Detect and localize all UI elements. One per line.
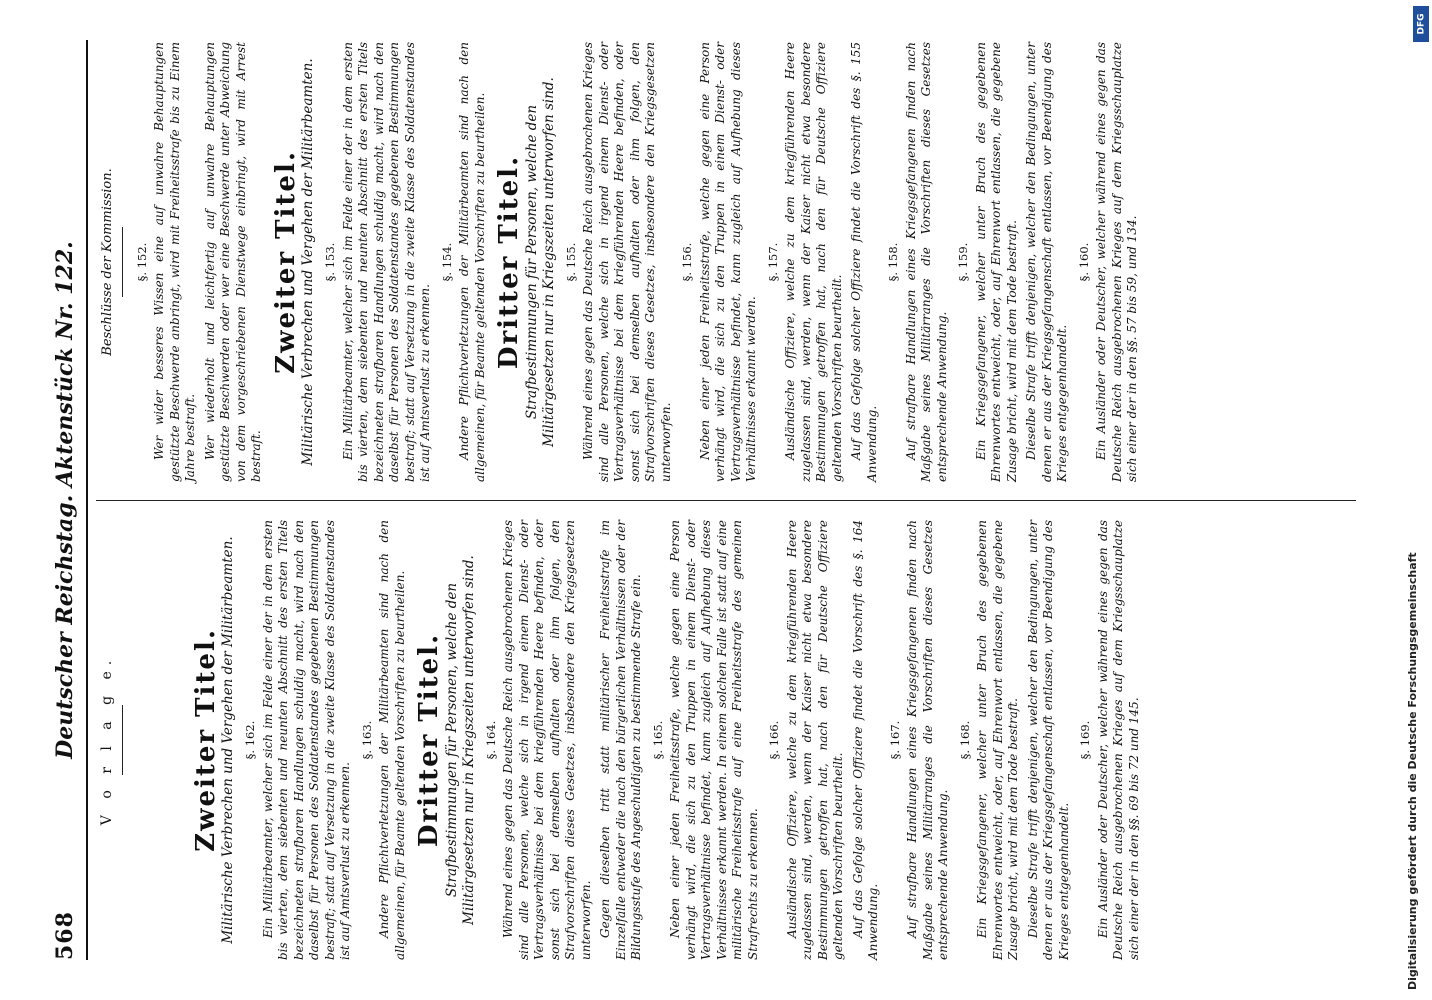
paragraph-number: §. 158.: [886, 242, 900, 282]
column-vorlage: [98, 520, 1356, 960]
paragraph-text: Ein Militärbeamter, welcher sich im Felde einer der in dem ersten bis vierten, dem siebenten und neunten Abschnitt des ersten Titels bezeichneten strafbaren Handlungen schuldig macht, wird nach den daselbst für Personen des Soldatenstandes gegebenen Bestimmungen bestraft; statt auf Versetzung in die zweite Klasse des Soldatenstandes ist auf Amtsverlust zu erkennen.: [260, 520, 352, 960]
section-subtitle: Militärische Verbrechen und Vergehen der Militärbeamten.: [220, 536, 236, 944]
paragraph-number: §. 157.: [765, 242, 780, 282]
section-title: Zweiter Titel.: [190, 628, 221, 852]
section-subtitle: Strafbestimmungen für Personen, welche den Militärgesetzen nur in Kriegszeiten unterworfen sind.: [523, 77, 557, 447]
paragraph-number: §. 164.: [483, 720, 498, 760]
paragraph-text: Ein Kriegsgefangener, welcher unter Bruch des gegebenen Ehrenwortes entweicht, oder, auf Ehrenwort entlassen, die gegebene Zusage bricht, wird mit dem Tode bestraft.: [975, 520, 1020, 960]
document-page: [46, 40, 1376, 960]
paragraph-number: §. 166.: [767, 720, 781, 760]
paragraph-text: Dieselbe Strafe trifft denjenigen, welcher den Bedingungen, unter denen er aus der Kriegsgefangenschaft entlassen, vor Beendigung des Krieges entgegenhandelt.: [1025, 520, 1071, 960]
paragraph-text: Wer wider besseres Wissen eine auf unwahre Behauptungen gestützte Beschwerde anbringt, wird mit Freiheitsstrafe bis zu Einem Jahre bestraft.: [152, 42, 197, 482]
section-title: Zweiter Titel.: [270, 150, 301, 374]
section-title: Dritter Titel.: [494, 154, 524, 370]
page-title: Deutscher Reichstag. Aktenstück Nr. 122.: [52, 241, 78, 759]
paragraph-number: §. 168.: [957, 720, 972, 760]
section-title: Dritter Titel.: [414, 632, 444, 848]
paragraph-text: Neben einer jeden Freiheitsstrafe, welche gegen eine Person verhängt wird, die sich zu den Truppen in einem Dienst- oder Vertragsverhältnisse befindet, kann zugleich auf Aufhebung dieses Verhältnisses erkannt werden. In einem solchen Falle ist statt auf eine militärische Freiheitsstrafe auf eine Freiheitsstrafe des gemeinen Strafrechts zu erkennen.: [668, 520, 760, 960]
paragraph-text: Ein Kriegsgefangener, welcher unter Bruch des gegebenen Ehrenwortes entweicht, oder, auf Ehrenwort entlassen, die gegebene Zusage bricht, wird mit dem Tode bestraft.: [973, 42, 1019, 482]
paragraph-number: §. 152.: [134, 242, 149, 282]
paragraph-text: Dieselbe Strafe trifft denjenigen, welcher den Bedingungen, unter denen er aus der Kriegsgefangenschaft entlassen, vor Beendigung des Krieges entgegenhandelt.: [1024, 42, 1069, 482]
paragraph-text: Andere Pflichtverletzungen der Militärbeamten sind nach den allgemeinen, für Beamte geltenden Vorschriften zu beurtheilen.: [457, 42, 487, 482]
section-subtitle: Strafbestimmungen für Personen, welche den Militärgesetzen nur in Kriegszeiten unterworfen sind.: [443, 555, 477, 925]
paragraph-number: §. 155.: [563, 242, 578, 282]
paragraph-text: Gegen dieselben tritt statt militärischer Freiheitsstrafe im Einzelfalle entweder die nach den bürgerlichen Verhältnissen oder der Bildungsstufe des Angeschuldigten zu bestimmende Strafe ein.: [598, 520, 643, 960]
paragraph-text: Auf das Gefolge solcher Offiziere findet die Vorschrift des §. 155 Anwendung.: [849, 42, 879, 482]
paragraph-text: Andere Pflichtverletzungen der Militärbeamten sind nach den allgemeinen, für Beamte geltenden Vorschriften zu beurtheilen.: [377, 520, 407, 960]
paragraph-number: §. 153.: [323, 242, 337, 282]
paragraph-text: Wer wiederholt und leichtfertig auf unwahre Behauptungen gestützte Beschwerden oder wer eine Beschwerde unter Abweichung von dem vorgeschriebenen Dienstwege einbringt, wird mit Arrest bestraft.: [202, 42, 263, 482]
paragraph-text: Während eines gegen das Deutsche Reich ausgebrochenen Krieges sind alle Personen, welche sich in irgend einem Dienst- oder Vertragsverhältnisse bei dem kriegführenden Heere befinden, oder sonst sich bei demselben aufhalten oder ihm folgen, den Strafvorschriften dieses Gesetzes, insbesondere den Kriegsgesetzen unterworfen.: [581, 42, 673, 482]
heading-rule: [122, 705, 123, 775]
paragraph-number: §. 162.: [243, 720, 257, 760]
paragraph-number: §. 156.: [680, 242, 694, 282]
paragraph-number: §. 154.: [439, 242, 454, 282]
paragraph-number: §. 163.: [359, 720, 374, 760]
paragraph-number: §. 159.: [956, 242, 970, 282]
paragraph-text: Während eines gegen das Deutsche Reich ausgebrochenen Krieges sind alle Personen, welche sich in irgend einem Dienst- oder Vertragsverhältnisse bei dem kriegführenden Heere befinden, oder sonst sich bei demselben aufhalten oder ihm folgen, den Strafvorschriften dieses Gesetzes, insbesondere den Kriegsgesetzen unterworfen.: [501, 520, 593, 960]
paragraph-number: §. 165.: [650, 720, 665, 760]
paragraph-text: Ein Militärbeamter, welcher sich im Felde einer der in dem ersten bis vierten, dem siebenten und neunten Abschnitt des ersten Titels bezeichneten strafbaren Handlungen schuldig macht, wird nach den daselbst für Personen des Soldatenstandes gegebenen Bestimmungen bestraft; statt auf Versetzung in die zweite Klasse des Soldatenstandes ist auf Amtsverlust zu erkennen.: [340, 42, 432, 482]
column-heading-vorlage: V o r l a g e.: [99, 654, 115, 826]
paragraph-text: Ein Ausländer oder Deutscher, welcher während eines gegen das Deutsche Reich ausgebrochenen Krieges auf dem Kriegsschauplatze sich einer der in den §§. 57 bis 59, und 134.: [1094, 42, 1139, 482]
paragraph-text: Auf strafbare Handlungen eines Kriegsgefangenen finden nach Maßgabe seines Militärranges die Vorschriften dieses Gesetzes entsprechende Anwendung.: [905, 520, 950, 960]
page-header: [46, 40, 88, 960]
dfg-credit-text: Digitalisierung gefördert durch die Deutsche Forschungsgemeinschaft: [1406, 552, 1419, 990]
paragraph-text: Ausländische Offiziere, welche zu dem kriegführenden Heere zugelassen sind, werden, wenn der Kaiser nicht etwa besondere Bestimmungen getroffen hat, nach den für Deutsche Offiziere geltenden Vorschriften beurtheilt.: [784, 520, 845, 960]
paragraph-text: Auf das Gefolge solcher Offiziere findet die Vorschrift des §. 164 Anwendung.: [850, 520, 880, 960]
paragraph-text: Auf strafbare Handlungen eines Kriegsgefangenen finden nach Maßgabe seines Militärranges die Vorschriften dieses Gesetzes entsprechende Anwendung.: [903, 42, 949, 482]
paragraph-number: §. 169.: [1078, 720, 1092, 760]
paragraph-text: Ein Ausländer oder Deutscher, welcher während eines gegen das Deutsche Reich ausgebrochenen Krieges auf dem Kriegsschauplatze sich einer der in den §§. 69 bis 72 und 145.: [1095, 520, 1141, 960]
section-subtitle: Militärische Verbrechen und Vergehen der Militärbeamten.: [300, 58, 316, 466]
column-kommission: [98, 42, 1356, 482]
paragraph-text: Neben einer jeden Freiheitsstrafe, welche gegen eine Person verhängt wird, die sich zu den Truppen in einem Dienst- oder Vertragsverhältnisse befindet, kann zugleich auf Aufhebung dieses Verhältnisses erkannt werden.: [697, 42, 758, 482]
page-number: 568: [52, 911, 78, 960]
heading-rule: [122, 227, 123, 297]
dfg-logo: DFG: [1413, 6, 1429, 42]
column-heading-kommission: Beschlüsse der Kommission.: [100, 168, 115, 356]
column-divider: [96, 500, 1356, 501]
paragraph-number: §. 167.: [887, 720, 902, 760]
dfg-credit-strip: [1404, 0, 1432, 1000]
paragraph-text: Ausländische Offiziere, welche zu dem kriegführenden Heere zugelassen sind, werden, wenn der Kaiser nicht etwa besondere Bestimmungen getroffen hat, nach den für Deutsche Offiziere geltenden Vorschriften beurtheilt.: [783, 42, 844, 482]
paragraph-number: §. 160.: [1076, 242, 1091, 282]
